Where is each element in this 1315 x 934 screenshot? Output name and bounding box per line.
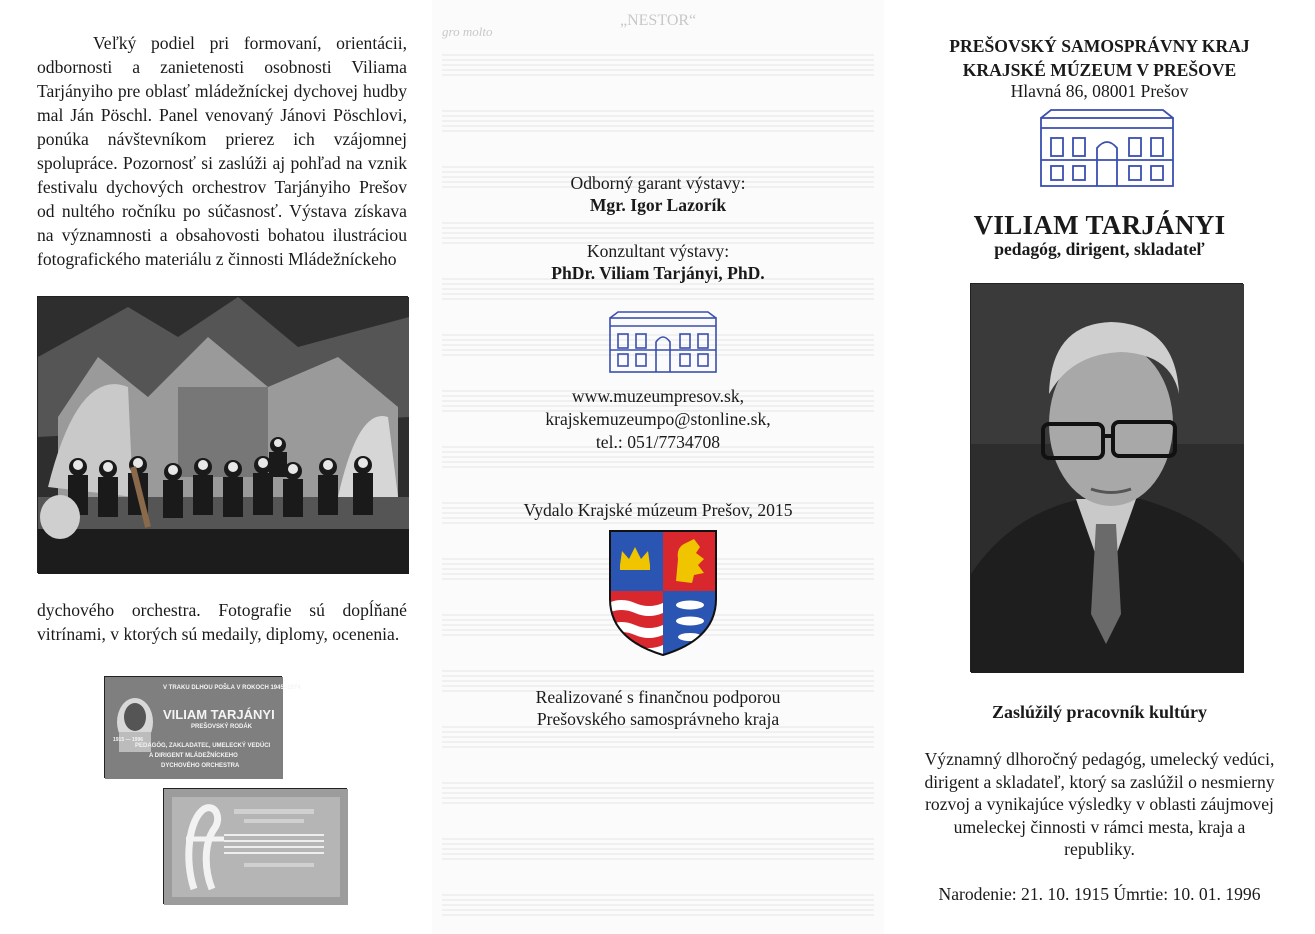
garant-name: Mgr. Igor Lazorík xyxy=(589,195,727,215)
museum-building-logo xyxy=(1039,106,1175,188)
publisher-line: Vydalo Krajské múzeum Prešov, 2015 xyxy=(523,500,793,520)
museum-name: KRAJSKÉ MÚZEUM V PREŠOVE xyxy=(962,60,1237,80)
support-line-2: Prešovského samosprávneho kraja xyxy=(536,709,780,729)
sheet-heading: „NESTOR“ xyxy=(620,12,697,29)
coat-of-arms-icon xyxy=(608,529,718,657)
middle-panel xyxy=(432,0,884,934)
sheet-music-background xyxy=(432,0,884,934)
person-roles: pedagóg, dirigent, skladateľ xyxy=(994,239,1205,259)
life-dates: Narodenie: 21. 10. 1915 Úmrtie: 10. 01. 1996 xyxy=(938,884,1261,904)
portrait-image xyxy=(971,284,1244,673)
plaque-line-2: A DIRIGENT MLÁDEŽNÍCKEHO xyxy=(149,753,238,759)
konzultant-label: Konzultant výstavy: xyxy=(586,241,730,261)
plaque-subtitle: PREŠOVSKÝ RODÁK xyxy=(191,724,253,730)
museum-address: Hlavná 86, 08001 Prešov xyxy=(1010,81,1189,101)
orchestra-photo xyxy=(37,296,408,573)
left-paragraph-2: dychového orchestra. Fotografie sú dopĺňané vitrínami, v ktorých sú medaily, diplomy, ocenenia. xyxy=(37,600,407,644)
plaque-name: VILIAM TARJÁNYI xyxy=(163,707,275,722)
region-name: PREŠOVSKÝ SAMOSPRÁVNY KRAJ xyxy=(949,36,1250,56)
plaque-line-1: PEDAGÓG, ZAKLADATEĽ, UMELECKÝ VEDÚCI xyxy=(135,743,271,749)
left-paragraph-1: Veľký podiel pri formovaní, orientácii, odbornosti a zanietenosti osobnosti Viliama Tarjányiho pre oblasť mládežníckej dychovej hudby mal Ján Pöschl. Panel venovaný Jánovi Pöschlovi, ponúka návštevníkom prierez ich vzájomnej spolupráce. Pozornosť si zaslúži aj pohľad na vznik festivalu dychových orchestrov Tarjányiho Prešov od nultého ročníku po súčasnosť. Výstava získava na významnosti a obsahovosti bohatou ilustráciou fotografického materiálu z činnosti Mládežníckeho xyxy=(37,33,407,269)
museum-email: krajskemuzeumpo@stonline.sk, xyxy=(545,409,771,429)
garant-label: Odborný garant výstavy: xyxy=(570,173,746,193)
plaque-years: 1915 — 1996 xyxy=(113,737,144,743)
festival-plaque-image xyxy=(164,789,348,905)
plaque-top-text: V TRAKU DLHOU POŠLA V ROKOCH 1945–1974 xyxy=(163,685,301,691)
left-panel xyxy=(0,0,432,934)
museum-phone: tel.: 051/7734708 xyxy=(595,432,721,452)
person-description: Významný dlhoročný pedagóg, umelecký vedúci, dirigent a skladateľ, ktorý sa zaslúžil o nesmierny rozvoj a vynikajúce výsledky v oblasti záujmovej umeleckej činnosti v rámci mesta, kraja a republiky. xyxy=(924,749,1275,860)
konzultant-name: PhDr. Viliam Tarjányi, PhD. xyxy=(551,263,765,283)
museum-website: www.muzeumpresov.sk, xyxy=(571,386,745,406)
memorial-plaque-photo xyxy=(104,676,301,778)
plaque-line-3: DYCHOVÉHO ORCHESTRA xyxy=(161,763,240,769)
portrait-photo xyxy=(970,283,1243,672)
right-panel xyxy=(884,0,1315,934)
museum-building-logo-small xyxy=(608,308,718,374)
festival-plaque-photo xyxy=(163,788,347,904)
award-title: Zaslúžilý pracovník kultúry xyxy=(991,702,1208,722)
support-line-1: Realizované s finančnou podporou xyxy=(535,687,781,707)
person-name: VILIAM TARJÁNYI xyxy=(973,210,1226,240)
orchestra-photo-image xyxy=(38,297,409,574)
sheet-tempo: gro molto xyxy=(442,24,493,39)
